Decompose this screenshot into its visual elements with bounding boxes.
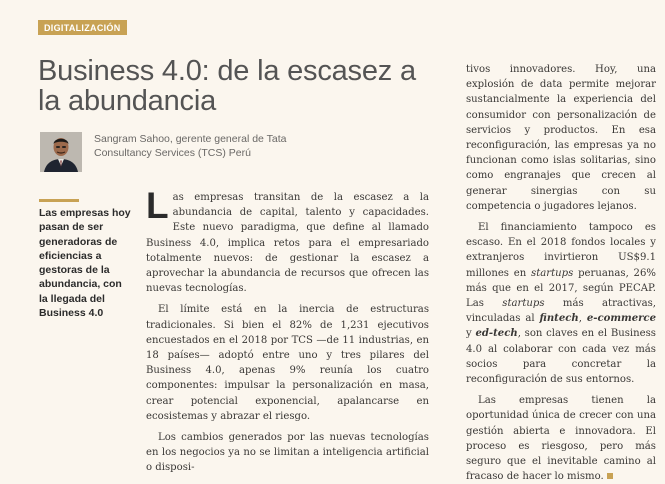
author-portrait-icon [40, 132, 82, 172]
body-column-right [466, 62, 656, 484]
paragraph-1-text: as empresas transitan de la escasez a la abundancia de capital, talento y capacidades. Este nuevo paradigma, que define al llamado Business 4.0, implica retos para el empresariado totalmente nuevos: de gestionar la escasez a aprovechar la abundancia de recursos que ofrecen las nuevas tecnologías. [146, 192, 429, 295]
p4-text-b: peruanas, 26% más que en el 2017, según PECAP. Las [466, 267, 656, 310]
p4-ecommerce: e-commerce [586, 313, 657, 325]
paragraph-3-continued: tivos innovadores. Hoy, una explosión de data permite mejorar sustancialmente la experiencia del consumidor con personalización de servicios y productos. En esa reconfiguración, las empresas ya no funcionan como islas solitarias, sino como engranajes que crecen al generar sinergias con su competencia o jugadores lejanos. [466, 64, 656, 212]
paragraph-5-text: Las empresas tienen la oportunidad única de crecer con una gestión abierta e innovadora. El proceso es riesgoso, pero más seguro que el inevitable camino al fracaso de hacer lo mismo. [466, 395, 656, 483]
body-column-middle [146, 185, 429, 476]
paragraph-4 [466, 220, 656, 387]
p4-startups: startups [531, 267, 574, 279]
article-title: Business 4.0: de la escasez a la abundancia [38, 55, 416, 117]
p4-fintech: fintech [539, 313, 579, 325]
author-line-1: Sangram Sahoo, gerente general de Tata [94, 133, 287, 145]
paragraph-5 [466, 393, 656, 484]
p4-startups-2: startups [502, 298, 545, 310]
drop-cap: L [146, 185, 169, 226]
paragraph-2: El límite está en la inercia de estructuras tradicionales. Si bien el 82% de 1,231 ejecutivos encuestados en el 2018 por TCS —de 11 industrias, en 18 países— adoptó entre uno y tres pilares del Business 4.0, apenas 9% reunía los cuatro componentes: impulsar la personalización en masa, crear potencial exponencial, apalancarse en ecosistemas y abrazar el riesgo. [146, 304, 429, 422]
p4-edtech: ed-tech [475, 328, 518, 340]
paragraph-3: Los cambios generados por las nuevas tecnologías en los negocios ya no se limitan a inteligencia artificial o disposi- [146, 432, 429, 474]
p4-text-a: El financiamiento tampoco es escaso. En el 2018 fondos locales y extranjeros invirtieron US$9.1 millones en [466, 222, 656, 279]
pull-quote: Las empresas hoy pasan de ser generadoras de eficiencias a gestoras de la abundancia, con la llegada del Business 4.0 [39, 207, 131, 320]
p4-text-f: , son claves en el Business 4.0 al colaborar con cada vez más socios para concretar la reconfiguración de sus entornos. [466, 328, 656, 386]
end-mark-icon [607, 473, 613, 479]
author-line-2: Consultancy Services (TCS) Perú [94, 147, 251, 159]
p4-text-e: y [466, 328, 476, 340]
author-photo [40, 132, 82, 172]
author-byline [94, 132, 334, 160]
pull-quote-rule [39, 199, 79, 202]
p4-text-c: más atractivas, vinculadas al [466, 298, 656, 325]
p4-text-d: , [578, 313, 587, 325]
section-tag: DIGITALIZACIÓN [38, 20, 127, 35]
paragraph-1 [146, 185, 429, 296]
